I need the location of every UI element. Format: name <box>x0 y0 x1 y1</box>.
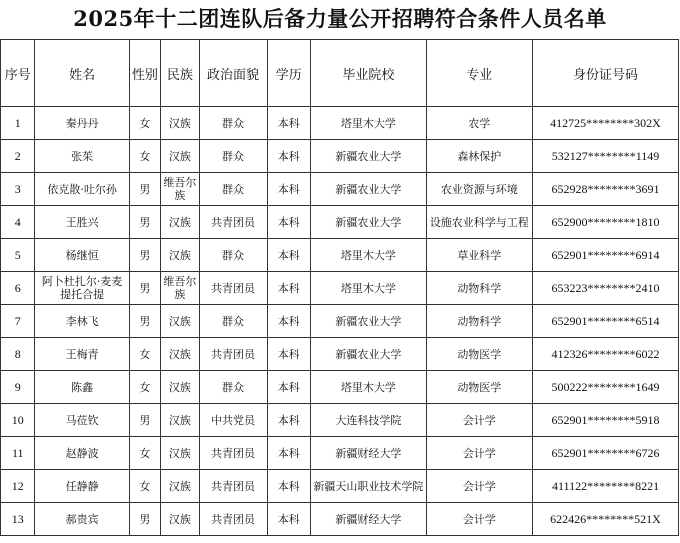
cell-sex: 男 <box>129 305 160 338</box>
cell-index: 8 <box>1 338 35 371</box>
cell-major: 会计学 <box>426 470 532 503</box>
cell-education: 本科 <box>267 404 311 437</box>
cell-school: 新疆天山职业技术学院 <box>311 470 427 503</box>
cell-school: 塔里木大学 <box>311 371 427 404</box>
cell-ethnicity: 汉族 <box>161 305 200 338</box>
cell-sex: 女 <box>129 371 160 404</box>
table-row <box>1 371 679 404</box>
cell-ethnicity: 汉族 <box>161 206 200 239</box>
cell-political: 共青团员 <box>199 437 267 470</box>
cell-id-number: 622426********521X <box>533 503 679 536</box>
header-index: 序号 <box>1 40 35 107</box>
cell-name: 郝贵宾 <box>35 503 129 536</box>
cell-index: 13 <box>1 503 35 536</box>
cell-education: 本科 <box>267 503 311 536</box>
cell-id-number: 412725********302X <box>533 107 679 140</box>
cell-ethnicity: 汉族 <box>161 437 200 470</box>
cell-id-number: 411122********8221 <box>533 470 679 503</box>
cell-major: 会计学 <box>426 503 532 536</box>
cell-education: 本科 <box>267 173 311 206</box>
cell-id-number: 652901********6726 <box>533 437 679 470</box>
cell-ethnicity: 汉族 <box>161 470 200 503</box>
cell-id-number: 652900********1810 <box>533 206 679 239</box>
cell-political: 群众 <box>199 371 267 404</box>
cell-major: 农学 <box>426 107 532 140</box>
cell-id-number: 652928********3691 <box>533 173 679 206</box>
cell-political: 群众 <box>199 173 267 206</box>
cell-id-number: 653223********2410 <box>533 272 679 305</box>
cell-major: 农业资源与环境 <box>426 173 532 206</box>
cell-index: 10 <box>1 404 35 437</box>
cell-political: 共青团员 <box>199 470 267 503</box>
cell-name: 王梅青 <box>35 338 129 371</box>
cell-school: 新疆农业大学 <box>311 338 427 371</box>
table-row <box>1 404 679 437</box>
cell-education: 本科 <box>267 437 311 470</box>
document-title: 2025年十二团连队后备力量公开招聘符合条件人员名单 <box>73 6 607 31</box>
cell-political: 群众 <box>199 140 267 173</box>
cell-education: 本科 <box>267 107 311 140</box>
cell-ethnicity: 维吾尔族 <box>161 173 200 206</box>
cell-sex: 男 <box>129 272 160 305</box>
cell-political: 共青团员 <box>199 272 267 305</box>
cell-political: 群众 <box>199 239 267 272</box>
cell-political: 共青团员 <box>199 206 267 239</box>
table-row <box>1 470 679 503</box>
cell-index: 6 <box>1 272 35 305</box>
cell-id-number: 532127********1149 <box>533 140 679 173</box>
cell-index: 12 <box>1 470 35 503</box>
cell-school: 塔里木大学 <box>311 107 427 140</box>
header-ethnicity: 民族 <box>161 40 200 107</box>
cell-political: 共青团员 <box>199 338 267 371</box>
cell-school: 新疆农业大学 <box>311 173 427 206</box>
header-name: 姓名 <box>35 40 129 107</box>
cell-index: 5 <box>1 239 35 272</box>
cell-ethnicity: 汉族 <box>161 503 200 536</box>
cell-sex: 女 <box>129 338 160 371</box>
cell-index: 2 <box>1 140 35 173</box>
cell-name: 秦丹丹 <box>35 107 129 140</box>
cell-id-number: 500222********1649 <box>533 371 679 404</box>
cell-index: 11 <box>1 437 35 470</box>
cell-ethnicity: 维吾尔族 <box>161 272 200 305</box>
cell-index: 7 <box>1 305 35 338</box>
cell-political: 群众 <box>199 107 267 140</box>
cell-school: 塔里木大学 <box>311 239 427 272</box>
cell-name: 任静静 <box>35 470 129 503</box>
cell-name: 赵静波 <box>35 437 129 470</box>
cell-index: 3 <box>1 173 35 206</box>
cell-political: 共青团员 <box>199 503 267 536</box>
header-row <box>1 40 679 107</box>
cell-name: 马莅钦 <box>35 404 129 437</box>
table-row <box>1 503 679 536</box>
table-row <box>1 338 679 371</box>
cell-name: 张茱 <box>35 140 129 173</box>
cell-name: 陈鑫 <box>35 371 129 404</box>
cell-education: 本科 <box>267 206 311 239</box>
cell-education: 本科 <box>267 305 311 338</box>
cell-political: 中共党员 <box>199 404 267 437</box>
cell-name: 王胜兴 <box>35 206 129 239</box>
cell-ethnicity: 汉族 <box>161 107 200 140</box>
cell-ethnicity: 汉族 <box>161 404 200 437</box>
cell-education: 本科 <box>267 371 311 404</box>
cell-political: 群众 <box>199 305 267 338</box>
cell-education: 本科 <box>267 239 311 272</box>
cell-school: 新疆农业大学 <box>311 206 427 239</box>
cell-major: 会计学 <box>426 437 532 470</box>
cell-ethnicity: 汉族 <box>161 371 200 404</box>
header-major: 专业 <box>426 40 532 107</box>
cell-id-number: 412326********6022 <box>533 338 679 371</box>
cell-sex: 男 <box>129 206 160 239</box>
cell-sex: 男 <box>129 239 160 272</box>
cell-major: 草业科学 <box>426 239 532 272</box>
cell-major: 设施农业科学与工程 <box>426 206 532 239</box>
cell-education: 本科 <box>267 470 311 503</box>
cell-major: 会计学 <box>426 404 532 437</box>
cell-index: 1 <box>1 107 35 140</box>
candidate-table <box>0 39 679 536</box>
cell-sex: 女 <box>129 140 160 173</box>
table-row <box>1 140 679 173</box>
cell-name: 阿卜杜扎尔·麦麦提托合提 <box>35 272 129 305</box>
header-id-number: 身份证号码 <box>533 40 679 107</box>
table-row <box>1 173 679 206</box>
cell-school: 大连科技学院 <box>311 404 427 437</box>
cell-index: 9 <box>1 371 35 404</box>
cell-major: 动物医学 <box>426 371 532 404</box>
cell-school: 新疆财经大学 <box>311 437 427 470</box>
cell-sex: 男 <box>129 404 160 437</box>
cell-school: 新疆农业大学 <box>311 305 427 338</box>
cell-name: 李林飞 <box>35 305 129 338</box>
cell-sex: 女 <box>129 470 160 503</box>
cell-id-number: 652901********5918 <box>533 404 679 437</box>
cell-id-number: 652901********6914 <box>533 239 679 272</box>
cell-ethnicity: 汉族 <box>161 338 200 371</box>
cell-school: 新疆财经大学 <box>311 503 427 536</box>
cell-major: 动物医学 <box>426 338 532 371</box>
cell-ethnicity: 汉族 <box>161 239 200 272</box>
cell-major: 动物科学 <box>426 305 532 338</box>
header-school: 毕业院校 <box>311 40 427 107</box>
cell-education: 本科 <box>267 338 311 371</box>
table-row <box>1 206 679 239</box>
cell-ethnicity: 汉族 <box>161 140 200 173</box>
cell-school: 新疆农业大学 <box>311 140 427 173</box>
table-row <box>1 305 679 338</box>
cell-name: 依克散·吐尔孙 <box>35 173 129 206</box>
header-political: 政治面貌 <box>199 40 267 107</box>
table-row <box>1 272 679 305</box>
cell-school: 塔里木大学 <box>311 272 427 305</box>
cell-sex: 男 <box>129 173 160 206</box>
table-row <box>1 107 679 140</box>
table-row <box>1 437 679 470</box>
cell-name: 杨继恒 <box>35 239 129 272</box>
cell-education: 本科 <box>267 140 311 173</box>
cell-major: 动物科学 <box>426 272 532 305</box>
cell-sex: 男 <box>129 503 160 536</box>
cell-education: 本科 <box>267 272 311 305</box>
cell-index: 4 <box>1 206 35 239</box>
header-sex: 性别 <box>129 40 160 107</box>
header-education: 学历 <box>267 40 311 107</box>
cell-id-number: 652901********6514 <box>533 305 679 338</box>
cell-major: 森林保护 <box>426 140 532 173</box>
table-row <box>1 239 679 272</box>
cell-sex: 女 <box>129 437 160 470</box>
cell-sex: 女 <box>129 107 160 140</box>
